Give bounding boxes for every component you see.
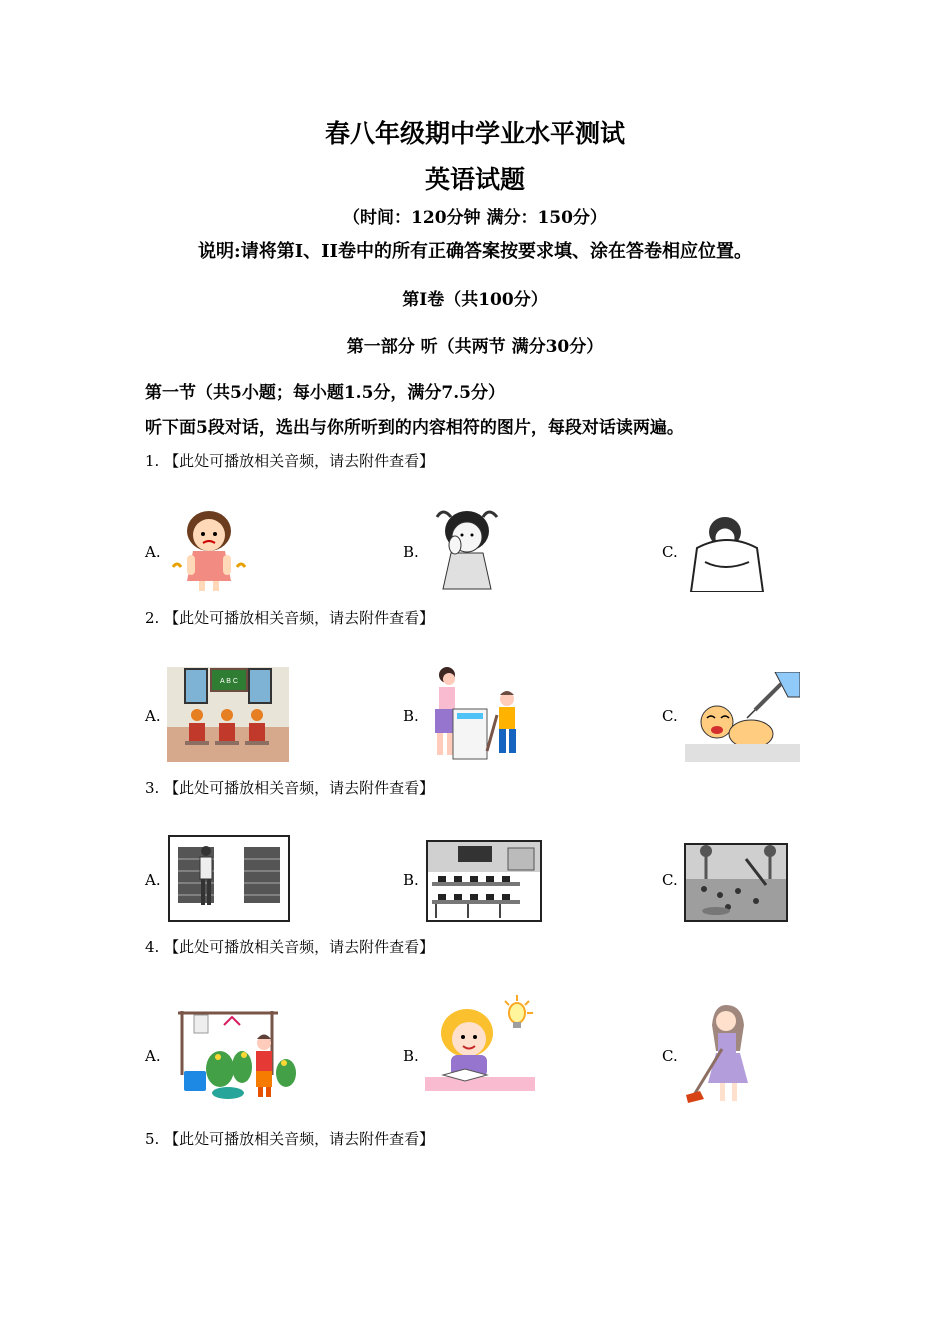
- q2-a-image-classroom: [167, 667, 289, 762]
- q3-a-image-library: [168, 835, 290, 922]
- page-subtitle: 英语试题: [424, 165, 525, 194]
- q2-option-c-label: C.: [662, 707, 678, 725]
- part-heading: 第一部分 听（共两节 满分30分）: [346, 337, 604, 357]
- q2-option-b-label: B.: [403, 707, 419, 725]
- page-title: 春八年级期中学业水平测试: [324, 119, 625, 148]
- q1-option-c-label: C.: [662, 543, 678, 561]
- section-instruction: 听下面5段对话，选出与你所听到的内容相符的图片，每段对话读两遍。: [145, 418, 684, 438]
- q3-option-c-label: C.: [662, 871, 678, 889]
- question-2-label[interactable]: 2. 【此处可播放相关音频，请去附件查看】: [145, 609, 435, 627]
- q1-option-a-label: A.: [145, 543, 161, 561]
- question-5-label[interactable]: 5. 【此处可播放相关音频，请去附件查看】: [145, 1130, 435, 1148]
- q1-a-image-girl-stomachache: [165, 505, 253, 593]
- q3-option-b-label: B.: [403, 871, 419, 889]
- question-3-label[interactable]: 3. 【此处可播放相关音频，请去附件查看】: [145, 779, 435, 797]
- q1-c-image-person-cold-blanket: [685, 512, 770, 592]
- q1-b-image-girl-toothache: [427, 505, 507, 593]
- q4-a-image-watering-plants: [172, 1005, 297, 1103]
- q4-option-a-label: A.: [145, 1047, 161, 1065]
- q2-option-a-label: A.: [145, 707, 161, 725]
- time-info: （时间：120分钟 满分：150分）: [343, 208, 607, 228]
- q4-c-image-woman-sweeping: [686, 1003, 774, 1106]
- q1-option-b-label: B.: [403, 543, 419, 561]
- question-4-label[interactable]: 4. 【此处可播放相关音频，请去附件查看】: [145, 938, 435, 956]
- blackboard-text: A B C: [220, 678, 238, 685]
- q2-b-image-washing-sweeping: [425, 665, 525, 763]
- volume-heading: 第I卷（共100分）: [402, 290, 548, 310]
- q4-option-b-label: B.: [403, 1047, 419, 1065]
- q3-c-image-playground: [684, 843, 788, 922]
- question-1-label[interactable]: 1. 【此处可播放相关音频，请去附件查看】: [145, 452, 435, 470]
- section-heading: 第一节（共5小题；每小题1.5分，满分7.5分）: [145, 383, 505, 403]
- instructions-note: 说明:请将第I、II卷中的所有正确答案按要求填、涂在答卷相应位置。: [198, 241, 752, 262]
- q2-c-image-doctor-injection: [685, 672, 800, 762]
- q4-option-c-label: C.: [662, 1047, 678, 1065]
- q4-b-image-girl-reading-idea: [425, 993, 540, 1106]
- q3-b-image-computer-room: [426, 840, 542, 922]
- q3-option-a-label: A.: [145, 871, 161, 889]
